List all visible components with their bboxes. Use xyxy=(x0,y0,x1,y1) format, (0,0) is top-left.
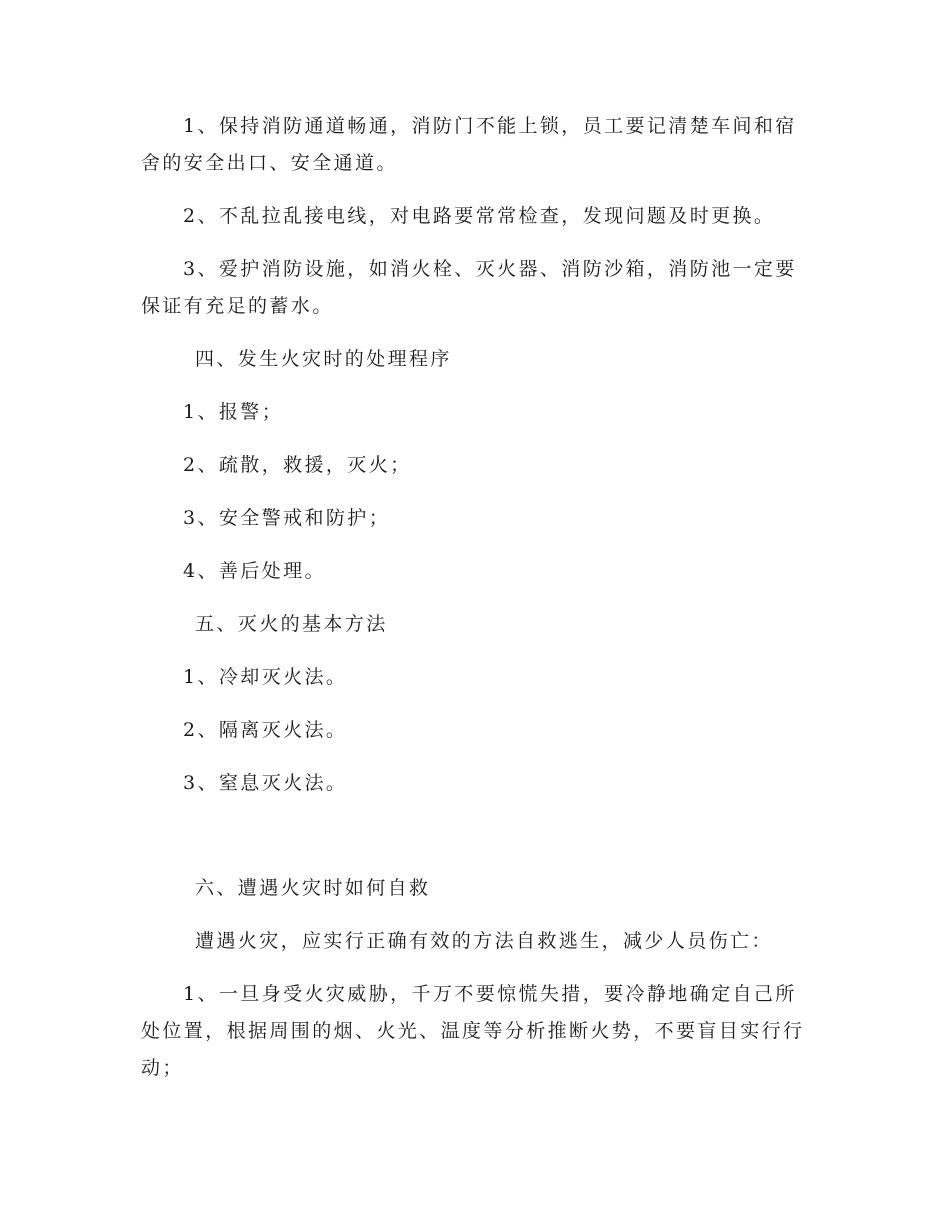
section-heading-methods: 五、灭火的基本方法 xyxy=(195,613,388,635)
paragraph-self-rescue-intro: 遭遇火灾，应实行正确有效的方法自救逃生，减少人员伤亡： xyxy=(195,930,773,952)
paragraph-stay-calm: 1、一旦身受火灾威胁，千万不要惊慌失措，要冷静地确定自己所处位置，根据周围的烟、火光、温度等分析推断火势，不要盲目实行行动； xyxy=(141,983,805,1079)
list-item-guard: 3、安全警戒和防护； xyxy=(183,507,391,529)
list-item-smothering: 3、窒息灭火法。 xyxy=(183,772,348,794)
list-item-aftermath: 4、善后处理。 xyxy=(183,560,326,582)
list-item-cooling: 1、冷却灭火法。 xyxy=(183,666,348,688)
paragraph-wiring: 2、不乱拉乱接电线，对电路要常常检查，发现问题及时更换。 xyxy=(183,205,776,227)
paragraph-fire-exit: 1、保持消防通道畅通，消防门不能上锁，员工要记清楚车间和宿舍的安全出口、安全通道。 xyxy=(141,115,797,174)
list-item-evacuate: 2、疏散，救援，灭火； xyxy=(183,454,412,476)
section-heading-procedure: 四、发生火灾时的处理程序 xyxy=(195,348,452,370)
list-item-isolation: 2、隔离灭火法。 xyxy=(183,719,348,741)
document-body xyxy=(141,108,811,1087)
paragraph-facilities: 3、爱护消防设施，如消火栓、灭火器、消防沙箱，消防池一定要保证有充足的蓄水。 xyxy=(141,258,797,317)
section-heading-self-rescue: 六、遭遇火灾时如何自救 xyxy=(195,877,431,899)
list-item-alarm: 1、报警； xyxy=(183,401,284,423)
